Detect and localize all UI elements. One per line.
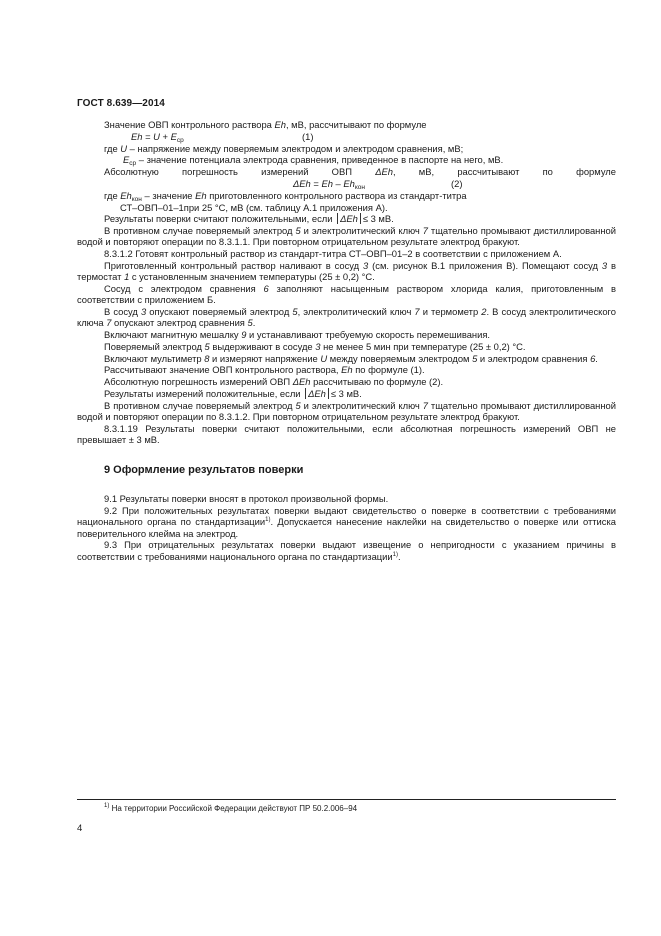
- paragraph-abs-error: Абсолютную погрешность измерений ОВП ΔEh, мВ, рассчитывают по формуле: [104, 166, 616, 178]
- formula-1-number: (1): [302, 130, 314, 142]
- paragraph-multimeter: Включают мультиметр 8 и измеряют напряжение U между поверяемым электродом 5 и электродом сравнения 6.: [104, 352, 598, 364]
- paragraph-eh-intro: Значение ОВП контрольного раствора Eh, мВ, рассчитывают по формуле: [104, 119, 427, 130]
- where-eref: $E_{ср}$ – значение потенциала электрода сравнения, приведенное в паспорте на него, мВ.: [123, 154, 504, 168]
- footnote-ref: 1): [265, 517, 271, 524]
- footnote: $^{1)}$ На территории Российской Федерации действуют ПР 50.2.006–94: [104, 803, 358, 813]
- page-number: 4: [77, 823, 83, 834]
- where-ehcon-cont: СТ–ОВП–01–1при 25 °С, мВ (см. таблицу А.1 приложения А).: [120, 201, 388, 213]
- formula-1: $Eh = U + E_{ср}$ (1): [131, 130, 314, 144]
- paragraph-9-2: 9.2 При положительных результатах поверки выдают свидетельство о поверке в соответствии с требованиями национального органа по стандартизации$^{1)}$. Допускается нанесение наклейки на свидетельство о поверке или оттиска поверительного клейма на электрод.: [77, 505, 616, 539]
- paragraph-hold: Поверяемый электрод 5 выдерживают в сосуде 3 не менее 5 мин при температуре (25 ± 0,2) °С.: [104, 340, 526, 352]
- paragraph-positive-1: Результаты поверки считают положительными, если ΔEh ≤ 3 мВ.: [104, 213, 394, 225]
- document-body: [77, 119, 616, 562]
- paragraph-9-3: 9.3 При отрицательных результатах поверки выдают извещение о непригодности с указанием причины в соответствии с требованиями национального органа по стандартизации$^{1)}$.: [77, 539, 616, 562]
- footnote-ref: 1): [392, 551, 398, 558]
- footnote-mark: 1): [104, 803, 110, 809]
- paragraph-calc-abs: Абсолютную погрешность измерений ОВП ΔEh рассчитываю по формуле (2).: [104, 376, 444, 388]
- paragraph-9-1: 9.1 Результаты поверки вносят в протокол произвольной формы.: [104, 493, 389, 505]
- where-u: где U – напряжение между поверяемым электродом и электродом сравнения, мВ;: [104, 142, 464, 154]
- formula-2: $\Delta Eh = Eh - Eh_{кон}$ (2): [293, 177, 463, 191]
- paragraph-8-3-1-2: 8.3.1.2 Готовят контрольный раствор из стандарт-титра СТ–ОВП–01–2 в соответствии с приложением А.: [104, 248, 562, 260]
- abs-value: ΔEh: [305, 388, 329, 399]
- formula-2-number: (2): [451, 177, 463, 189]
- document-header: ГОСТ 8.639—2014: [77, 98, 165, 109]
- paragraph-calc-eh: Рассчитывают значение ОВП контрольного раствора, Eh по формуле (1).: [104, 364, 425, 376]
- paragraph-otherwise-1: В противном случае поверяемый электрод 5 и электролитический ключ 7 тщательно промывают дистиллированной водой и повторяют операции по 8.3.1.1. При повторном отрицательном результате электрод бракуют.: [77, 225, 616, 248]
- section-9-heading: 9 Оформление результатов поверки: [104, 464, 304, 477]
- paragraph-ref-vessel: Сосуд с электродом сравнения 6 заполняют насыщенным раствором хлорида калия, приготовленным в соответствии с приложением Б.: [77, 282, 616, 306]
- paragraph-positive-2: Результаты измерений положительные, если ΔEh ≤ 3 мВ.: [104, 387, 362, 399]
- where-ehcon: где $Eh_{кон}$ – значение Eh приготовленного контрольного раствора из стандарт-титра: [104, 189, 467, 203]
- paragraph-stirrer: Включают магнитную мешалку 9 и устанавливают требуемую скорость перемешивания.: [104, 328, 491, 340]
- footnote-divider: [77, 799, 616, 800]
- paragraph-otherwise-2: В противном случае поверяемый электрод 5 и электролитический ключ 7 тщательно промывают дистиллированной водой и повторяют операции по 8.3.1.2. При повторном отрицательном результате электрод бракуют.: [77, 399, 616, 422]
- paragraph-immerse: В сосуд 3 опускают поверяемый электрод 5, электролитический ключ 7 и термометр 2. В сосуд электролитического ключа 7 опускают электрод сравнения 5.: [77, 305, 616, 329]
- paragraph-8-3-1-19: 8.3.1.19 Результаты поверки считают положительными, если абсолютная погрешность измерений ОВП не превышает ± 3 мВ.: [77, 422, 616, 445]
- paragraph-pour: Приготовленный контрольный раствор наливают в сосуд 3 (см. рисунок В.1 приложения В). Помещают сосуд 3 в термостат 1 с установленным значением температуры (25 ± 0,2) °С.: [77, 259, 616, 283]
- abs-value: ΔEh: [337, 213, 361, 224]
